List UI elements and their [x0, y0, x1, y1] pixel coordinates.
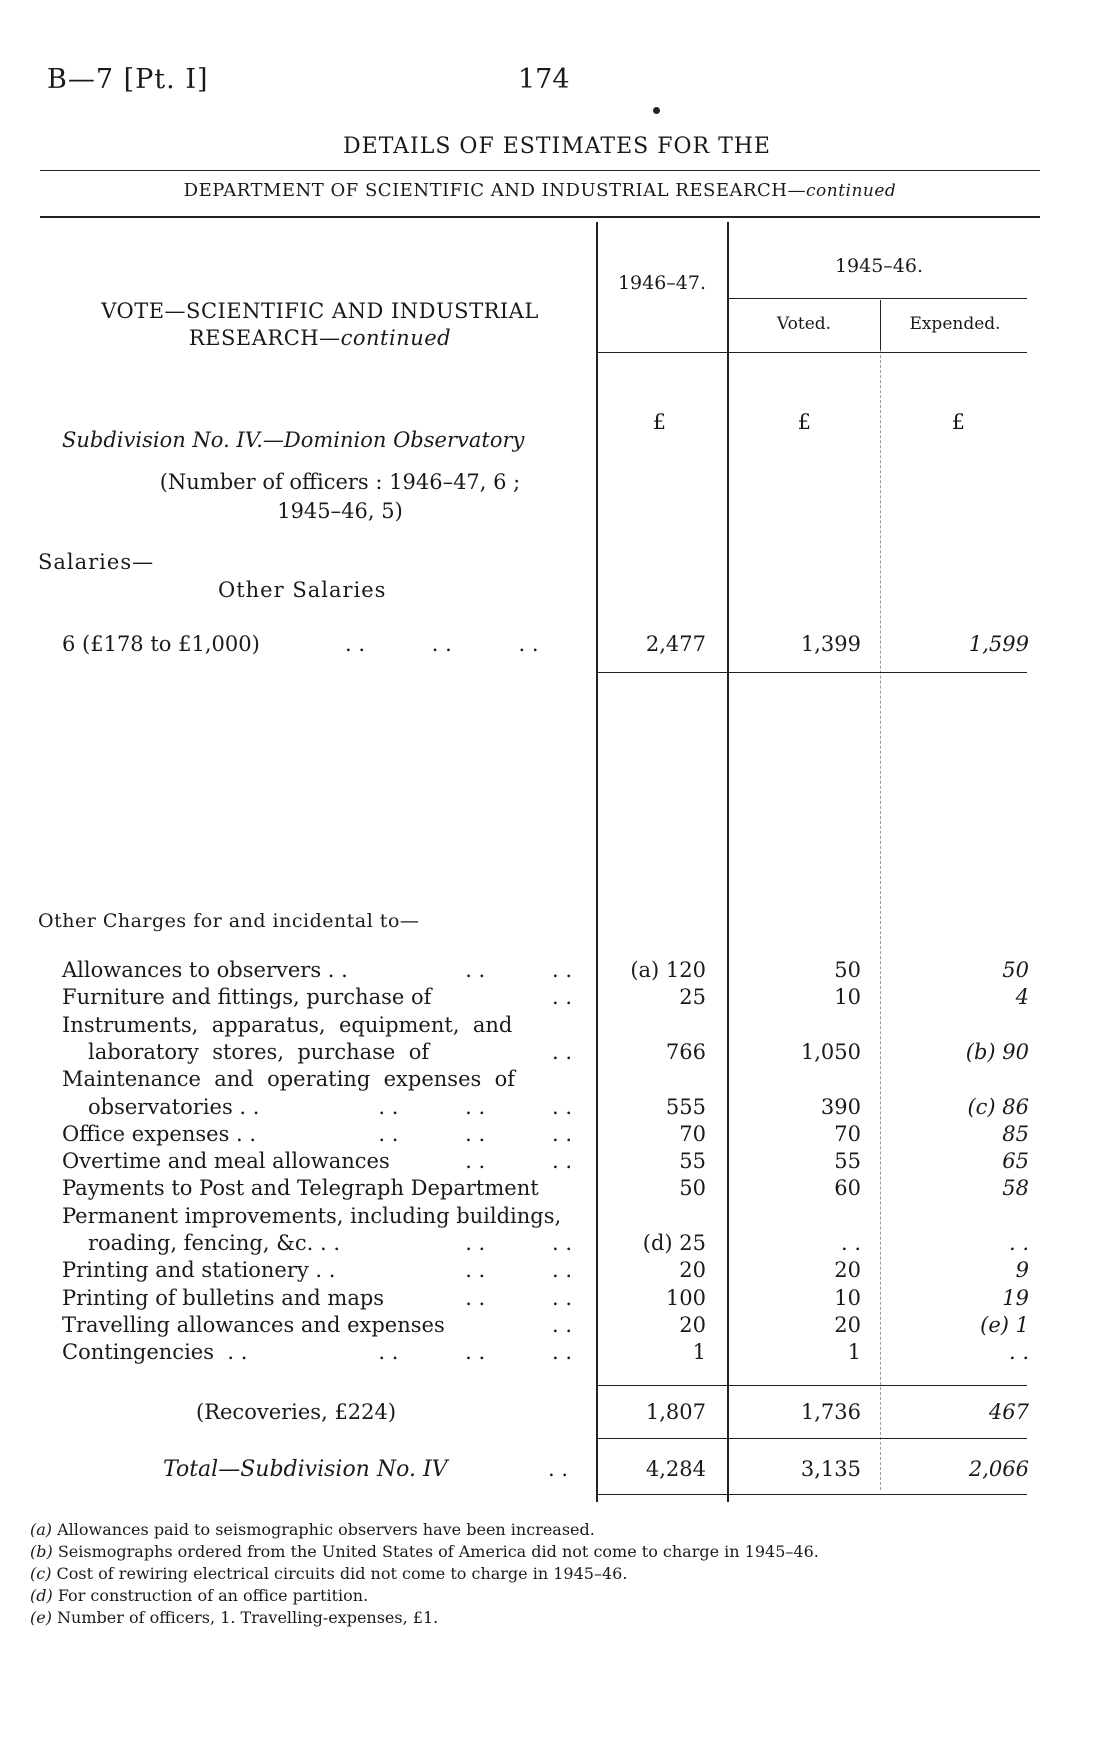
- officer-count-line1: (Number of officers : 1946–47, 6 ;: [159, 470, 521, 494]
- footnote: [30, 1586, 368, 1605]
- footnote-mark: (c): [30, 1564, 52, 1583]
- total-1946-47: 4,284: [645, 1457, 706, 1481]
- recoveries-label: (Recoveries, £224): [196, 1400, 397, 1424]
- salary-row-dots: . . . . . .: [345, 632, 539, 656]
- charge-row-1946-47: 25: [679, 985, 706, 1009]
- charge-row-label: Payments to Post and Telegraph Department: [62, 1176, 539, 1200]
- total-expended: 2,066: [968, 1457, 1029, 1481]
- footnote: [30, 1564, 627, 1583]
- charge-row-voted: 50: [834, 958, 861, 982]
- charge-row-1946-47: 20: [679, 1258, 706, 1282]
- footnote: [30, 1520, 595, 1539]
- charge-row-voted: 10: [834, 1286, 861, 1310]
- charge-row-label: Overtime and meal allowances: [62, 1149, 390, 1173]
- currency-symbol-3: £: [951, 410, 965, 434]
- title-rule: [40, 170, 1040, 171]
- subtotal-top-rule: [598, 1385, 1027, 1386]
- department-title-text: DEPARTMENT OF SCIENTIFIC AND INDUSTRIAL RESEARCH—: [183, 180, 806, 201]
- charge-row-dots: . . . . . .: [378, 1340, 572, 1364]
- charge-row-dots: . . . .: [465, 1286, 572, 1310]
- charge-row-expended: 85: [1002, 1122, 1029, 1146]
- other-salaries-heading: Other Salaries: [218, 578, 387, 602]
- charge-row-expended: (b) 90: [965, 1040, 1029, 1064]
- currency-symbol-2: £: [797, 410, 811, 434]
- column-header-voted: Voted.: [776, 314, 832, 334]
- officer-count-line2: 1945–46, 5): [277, 499, 403, 523]
- salaries-heading: Salaries—: [38, 550, 155, 574]
- currency-symbol-1: £: [652, 410, 666, 434]
- charge-row-label: Allowances to observers . .: [62, 958, 348, 982]
- charge-row-1946-47: 50: [679, 1176, 706, 1200]
- charge-row-label: laboratory stores, purchase of: [88, 1040, 430, 1064]
- charge-row-voted: 1,050: [800, 1040, 861, 1064]
- charge-row-label: Furniture and fittings, purchase of: [62, 985, 432, 1009]
- charge-row-label: Printing of bulletins and maps: [62, 1286, 385, 1310]
- charge-row-1946-47: 766: [665, 1040, 706, 1064]
- footnote-text: Number of officers, 1. Travelling-expenses, £1.: [57, 1608, 439, 1627]
- charge-row-voted: 10: [834, 985, 861, 1009]
- officer-count: [100, 468, 580, 526]
- header-bottom-rule: [598, 352, 1027, 353]
- charge-row-1946-47: (a) 120: [630, 958, 706, 982]
- charge-row-label: roading, fencing, &c. . .: [88, 1231, 341, 1255]
- decorative-dot: [653, 107, 660, 114]
- footnote-mark: (d): [30, 1586, 53, 1605]
- column-divider-3: [880, 300, 881, 1490]
- salary-row-label: 6 (£178 to £1,000): [62, 632, 260, 656]
- vote-heading: [40, 298, 600, 352]
- charge-row-voted: 1: [847, 1340, 861, 1364]
- charge-row-dots: . .: [551, 1313, 572, 1337]
- charge-row-1946-47: 70: [679, 1122, 706, 1146]
- charge-row-expended: 65: [1002, 1149, 1029, 1173]
- subtotal-expended: 467: [988, 1400, 1029, 1424]
- charge-row-1946-47: (d) 25: [642, 1231, 706, 1255]
- column-header-1945-46: 1945–46.: [834, 255, 924, 277]
- charge-row-expended: (e) 1: [980, 1313, 1029, 1337]
- charge-row-1946-47: 100: [665, 1286, 706, 1310]
- salary-rule: [598, 672, 1027, 673]
- salary-row-1946-47: 2,477: [645, 632, 706, 656]
- charge-row-label: Maintenance and operating expenses of: [62, 1067, 516, 1091]
- charge-row-expended: 58: [1002, 1176, 1029, 1200]
- footnote-text: For construction of an office partition.: [57, 1586, 369, 1605]
- charge-row-dots: . . . .: [465, 1231, 572, 1255]
- charge-row-voted: 390: [820, 1095, 861, 1119]
- page-title: DETAILS OF ESTIMATES FOR THE: [343, 134, 771, 159]
- table-top-rule: [40, 216, 1040, 218]
- charge-row-1946-47: 1: [692, 1340, 706, 1364]
- footnote: [30, 1608, 438, 1627]
- charge-row-dots: . . . . . .: [378, 1122, 572, 1146]
- subtotal-1946-47: 1,807: [645, 1400, 706, 1424]
- department-title-suffix: continued: [806, 181, 897, 201]
- charge-row-label: Travelling allowances and expenses: [62, 1313, 445, 1337]
- total-dots: . .: [548, 1457, 569, 1481]
- charge-row-dots: . .: [551, 1040, 572, 1064]
- charge-row-1946-47: 555: [665, 1095, 706, 1119]
- charge-row-label: Instruments, apparatus, equipment, and: [62, 1013, 513, 1037]
- charge-row-expended: (c) 86: [967, 1095, 1029, 1119]
- charge-row-dots: . . . .: [465, 1258, 572, 1282]
- other-charges-heading: Other Charges for and incidental to—: [38, 910, 420, 932]
- charge-row-voted: 20: [834, 1258, 861, 1282]
- charge-row-1946-47: 20: [679, 1313, 706, 1337]
- charge-row-label: Printing and stationery . .: [62, 1258, 336, 1282]
- salary-row-voted: 1,399: [800, 632, 861, 656]
- department-title: [40, 180, 1040, 201]
- footnote-text: Seismographs ordered from the United States of America did not come to charge in 1945–46.: [57, 1542, 819, 1561]
- column-header-1946-47: 1946–47.: [617, 272, 707, 294]
- charge-row-expended: . .: [1008, 1340, 1029, 1364]
- charge-row-expended: 4: [1015, 985, 1029, 1009]
- total-voted: 3,135: [800, 1457, 861, 1481]
- vote-heading-line1: VOTE—SCIENTIFIC AND INDUSTRIAL: [101, 299, 539, 323]
- footnote-text: Cost of rewiring electrical circuits did not come to charge in 1945–46.: [56, 1564, 628, 1583]
- charge-row-voted: 70: [834, 1122, 861, 1146]
- footnote-mark: (e): [30, 1608, 52, 1627]
- total-bottom-rule: [598, 1494, 1027, 1495]
- charge-row-dots: . . . .: [465, 958, 572, 982]
- page-number: 174: [518, 64, 570, 95]
- column-header-expended: Expended.: [909, 314, 1001, 334]
- charge-row-label: Contingencies . .: [62, 1340, 248, 1364]
- charge-row-dots: . . . . . .: [378, 1095, 572, 1119]
- footnote-mark: (a): [30, 1520, 53, 1539]
- footnote: [30, 1542, 819, 1561]
- subdivision-title: Subdivision No. IV.—Dominion Observatory: [62, 428, 525, 452]
- charge-row-label: Permanent improvements, including buildings,: [62, 1204, 562, 1228]
- charge-row-1946-47: 55: [679, 1149, 706, 1173]
- charge-row-voted: 20: [834, 1313, 861, 1337]
- total-label: Total—Subdivision No. IV: [163, 1457, 448, 1482]
- charge-row-dots: . . . .: [465, 1149, 572, 1173]
- footnote-mark: (b): [30, 1542, 53, 1561]
- charge-row-dots: . .: [551, 985, 572, 1009]
- salary-row-expended: 1,599: [968, 632, 1029, 656]
- charge-row-expended: . .: [1008, 1231, 1029, 1255]
- charge-row-expended: 50: [1002, 958, 1029, 982]
- document-reference: B—7 [Pt. I]: [47, 64, 209, 95]
- charge-row-voted: 55: [834, 1149, 861, 1173]
- charge-row-voted: 60: [834, 1176, 861, 1200]
- subtotal-voted: 1,736: [800, 1400, 861, 1424]
- charge-row-label: observatories . .: [88, 1095, 260, 1119]
- charge-row-label: Office expenses . .: [62, 1122, 257, 1146]
- charge-row-voted: . .: [840, 1231, 861, 1255]
- group-header-rule: [729, 298, 1027, 299]
- footnote-text: Allowances paid to seismographic observers have been increased.: [57, 1520, 595, 1539]
- vote-heading-line2: RESEARCH—continued: [188, 326, 452, 350]
- charge-row-expended: 9: [1015, 1258, 1029, 1282]
- subtotal-bottom-rule: [598, 1438, 1027, 1439]
- charge-row-expended: 19: [1002, 1286, 1029, 1310]
